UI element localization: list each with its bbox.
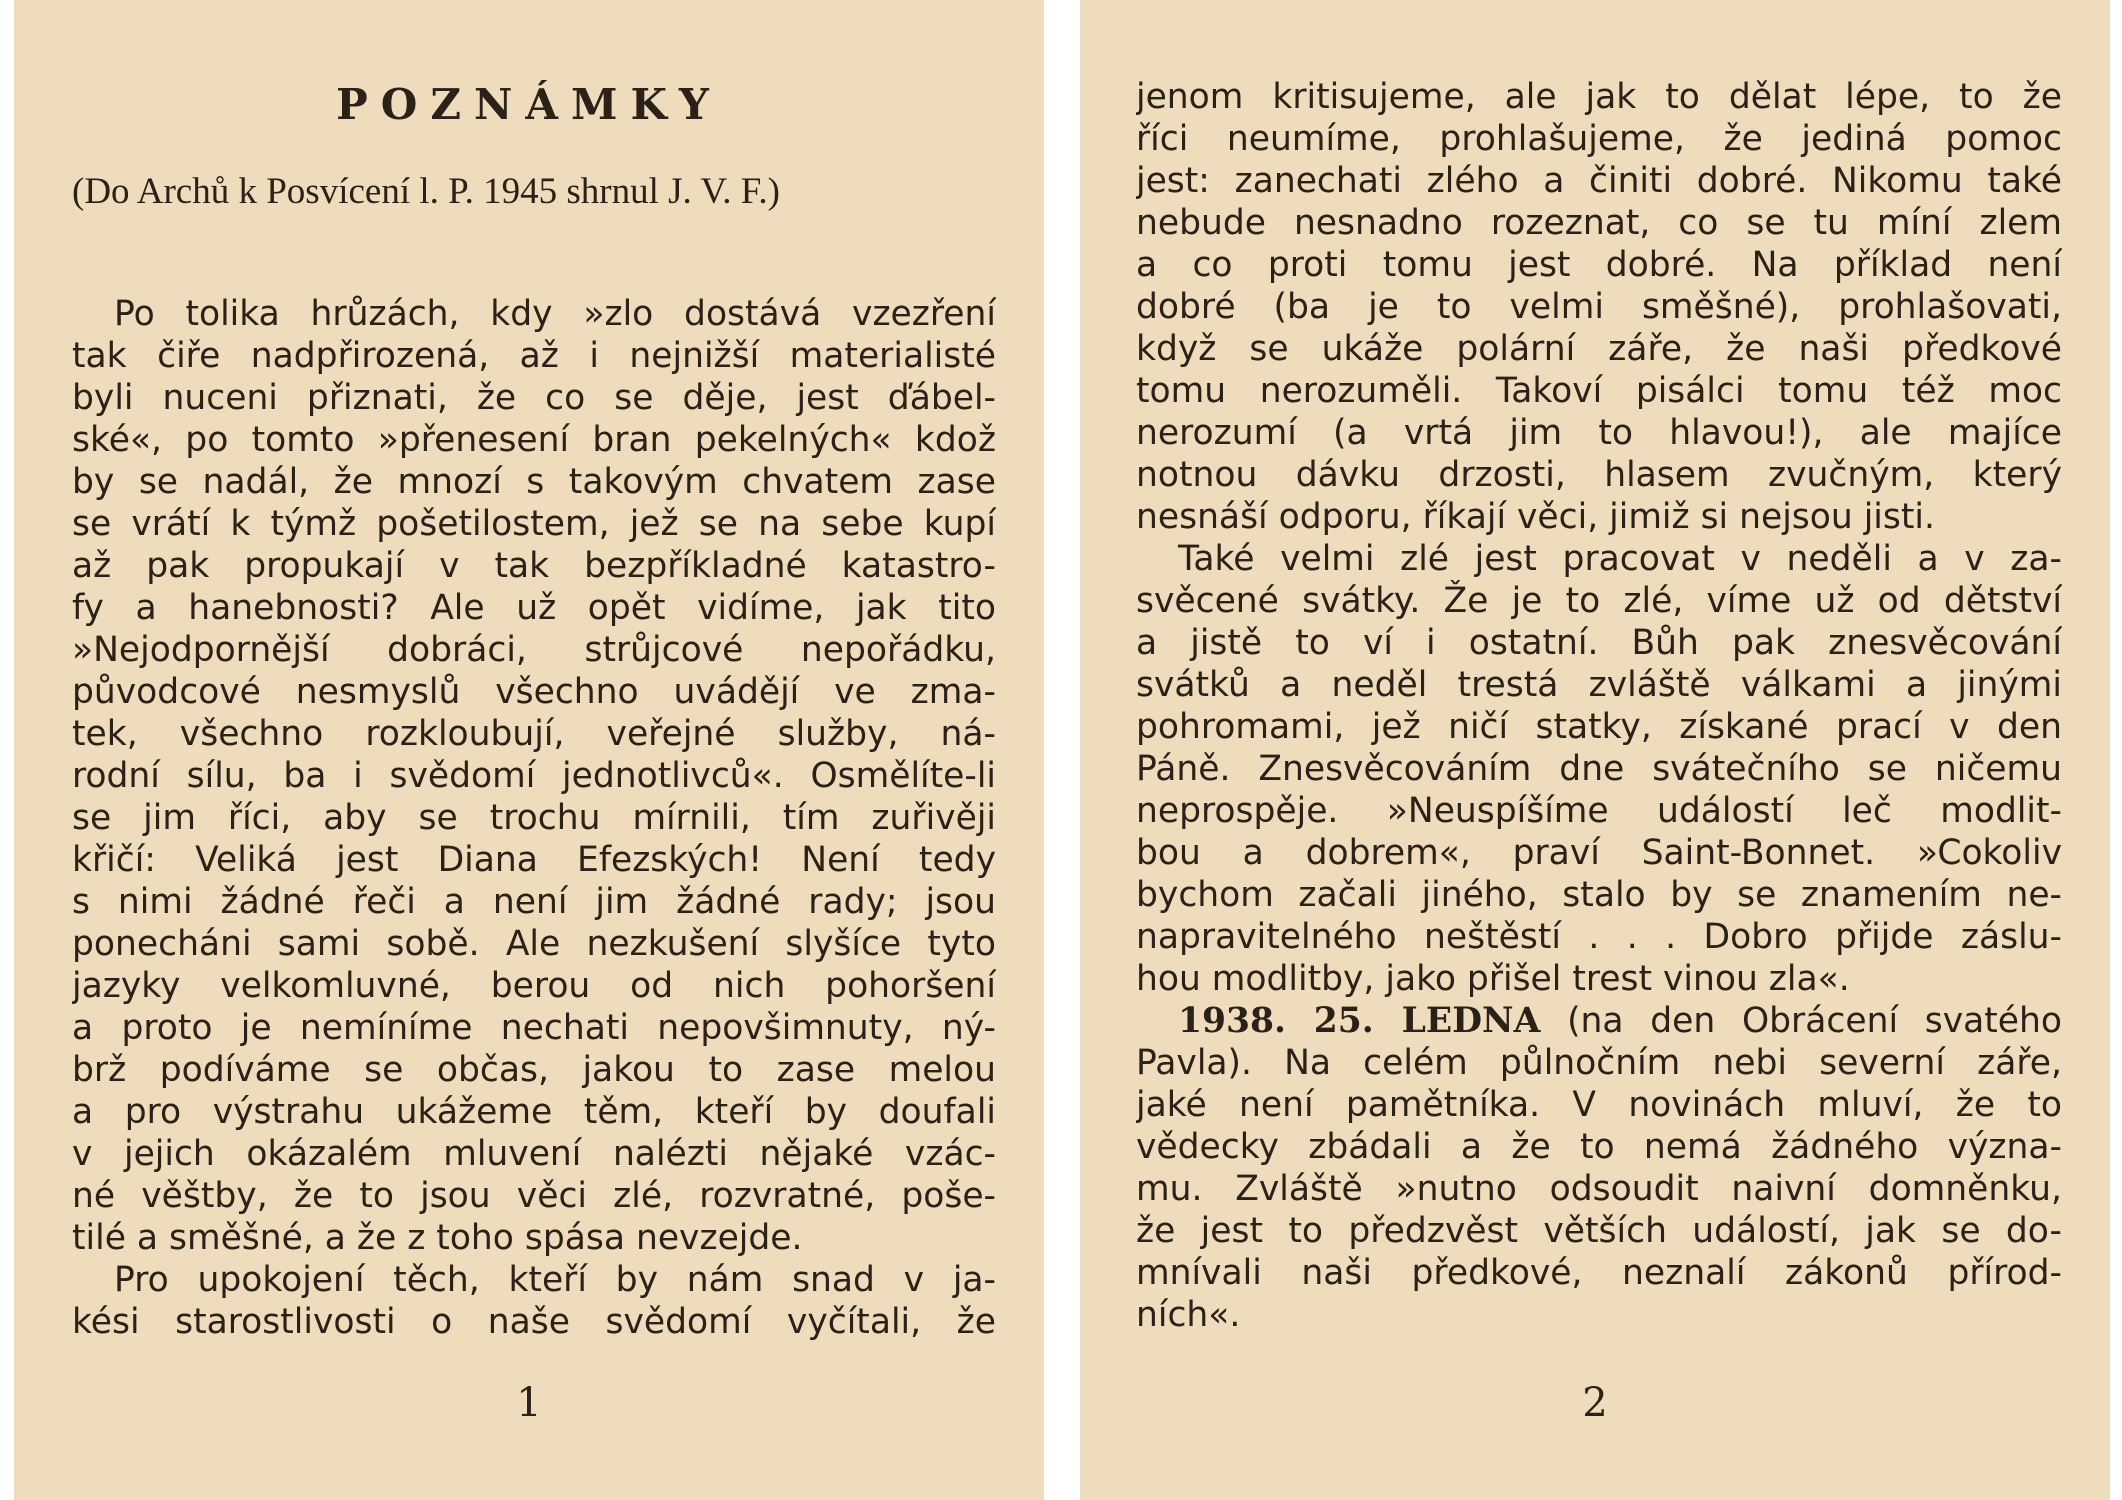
left-page (14, 0, 1044, 1500)
right-body-text (1136, 76, 2062, 1336)
text-line: křičí: Veliká jest Diana Efezských! Není tedy (72, 840, 996, 880)
text-line: kési starostlivosti o naše svědomí vyčítali, že (72, 1302, 996, 1342)
date-heading-rest: (na den Obrácení svatého (1540, 1001, 2062, 1041)
text-line: jest: zanechati zlého a činiti dobré. Nikomu také (1136, 161, 2062, 201)
text-line: hou modlitby, jako přišel trest vinou zla«. (1136, 959, 1850, 999)
text-line: a jistě to ví i ostatní. Bůh pak znesvěcování (1136, 623, 2062, 663)
text-line: Pro upokojení těch, kteří by nám snad v ja- (114, 1260, 996, 1300)
text-line: Také velmi zlé jest pracovat v neděli a v za- (1178, 539, 2062, 579)
text-line: neprospěje. »Neuspíšíme událostí leč modlit- (1136, 791, 2062, 831)
text-line: by se nadál, že mnozí s takovým chvatem zase (72, 462, 996, 502)
text-line: nesnáší odporu, říkají věci, jimiž si nejsou jisti. (1136, 497, 1935, 537)
left-body-text (72, 293, 996, 1343)
text-line: jenom kritisujeme, ale jak to dělat lépe, to že (1136, 77, 2062, 117)
text-line: když se ukáže polární záře, že naši předkové (1136, 329, 2062, 369)
text-line: rodní sílu, ba i svědomí jednotlivců«. Osmělíte-li (72, 756, 996, 796)
text-line: Pavla). Na celém půlnočním nebi severní záře, (1136, 1043, 2062, 1083)
text-line: svátků a neděl trestá zvláště válkami a jinými (1136, 665, 2062, 705)
right-page (1080, 0, 2110, 1500)
text-line: až pak propukají v tak bezpříkladné katastro- (72, 546, 996, 586)
text-line: né věštby, že to jsou věci zlé, rozvratné, poše- (72, 1176, 996, 1216)
text-line: nerozumí (a vrtá jim to hlavou!), ale majíce (1136, 413, 2062, 453)
text-line: mnívali naši předkové, neznalí zákonů přírod- (1136, 1253, 2062, 1293)
text-line: jazyky velkomluvné, berou od nich pohoršení (72, 966, 996, 1006)
text-line: a pro výstrahu ukážeme těm, kteří by doufali (72, 1092, 996, 1132)
text-line: s nimi žádné řeči a není jim žádné rady; jsou (72, 882, 996, 922)
date-heading-line (1136, 1000, 2062, 1042)
text-line: v jejich okázalém mluvení nalézti nějaké vzác- (72, 1134, 996, 1174)
text-line: napravitelného neštěstí . . . Dobro přijde záslu- (1136, 917, 2062, 957)
text-line: »Nejodpornější dobráci, strůjcové nepořádku, (72, 630, 996, 670)
text-line: mu. Zvláště »nutno odsoudit naivní domněnku, (1136, 1169, 2062, 1209)
text-line: brž podíváme se občas, jakou to zase melou (72, 1050, 996, 1090)
text-line: notnou dávku drzosti, hlasem zvučným, který (1136, 455, 2062, 495)
subtitle: (Do Archů k Posvícení l. P. 1945 shrnul J. V. F.) (72, 171, 780, 212)
text-line: a co proti tomu jest dobré. Na příklad není (1136, 245, 2062, 285)
text-line: se jim říci, aby se trochu mírnili, tím zuřivěji (72, 798, 996, 838)
text-line: tomu nerozuměli. Takoví pisálci tomu též moc (1136, 371, 2062, 411)
page-title: POZNÁMKY (336, 80, 722, 129)
text-line: bou a dobrem«, praví Saint-Bonnet. »Cokoliv (1136, 833, 2062, 873)
page-number: 1 (516, 1380, 542, 1426)
text-line: říci neumíme, prohlašujeme, že jediná pomoc (1136, 119, 2062, 159)
text-line: Po tolika hrůzách, kdy »zlo dostává vzezření (114, 294, 996, 334)
text-line: původcové nesmyslů všechno uvádějí ve zma- (72, 672, 996, 712)
text-line: fy a hanebnosti? Ale už opět vidíme, jak tito (72, 588, 996, 628)
date-heading: 1938. 25. LEDNA (1178, 1001, 1541, 1041)
text-line: Páně. Znesvěcováním dne svátečního se ničemu (1136, 749, 2062, 789)
text-line: že jest to předzvěst větších událostí, jak se do- (1136, 1211, 2062, 1251)
text-line: tilé a směšné, a že z toho spása nevzejde. (72, 1218, 803, 1258)
text-line: tak čiře nadpřirozená, až i nejnižší materialisté (72, 336, 996, 376)
text-line: a proto je nemíníme nechati nepovšimnuty, ný- (72, 1008, 996, 1048)
text-line: vědecky zbádali a že to nemá žádného význa- (1136, 1127, 2062, 1167)
text-line: ních«. (1136, 1295, 1241, 1335)
text-line: svěcené svátky. Že je to zlé, víme už od dětství (1136, 581, 2062, 621)
text-line: pohromami, jež ničí statky, získané prací v den (1136, 707, 2062, 747)
text-line: dobré (ba je to velmi směšné), prohlašovati, (1136, 287, 2062, 327)
text-line: bychom začali jiného, stalo by se znamením ne- (1136, 875, 2062, 915)
text-line: nebude nesnadno rozeznat, co se tu míní zlem (1136, 203, 2062, 243)
page-number: 2 (1582, 1380, 1608, 1426)
text-line: jaké není pamětníka. V novinách mluví, že to (1136, 1085, 2062, 1125)
text-line: ské«, po tomto »přenesení bran pekelných« kdož (72, 420, 996, 460)
text-line: byli nuceni přiznati, že co se děje, jest ďábel- (72, 378, 996, 418)
text-line: ponecháni sami sobě. Ale nezkušení slyšíce tyto (72, 924, 996, 964)
text-line: tek, všechno rozkloubují, veřejné služby, ná- (72, 714, 996, 754)
text-line: se vrátí k týmž pošetilostem, jež se na sebe kupí (72, 504, 996, 544)
